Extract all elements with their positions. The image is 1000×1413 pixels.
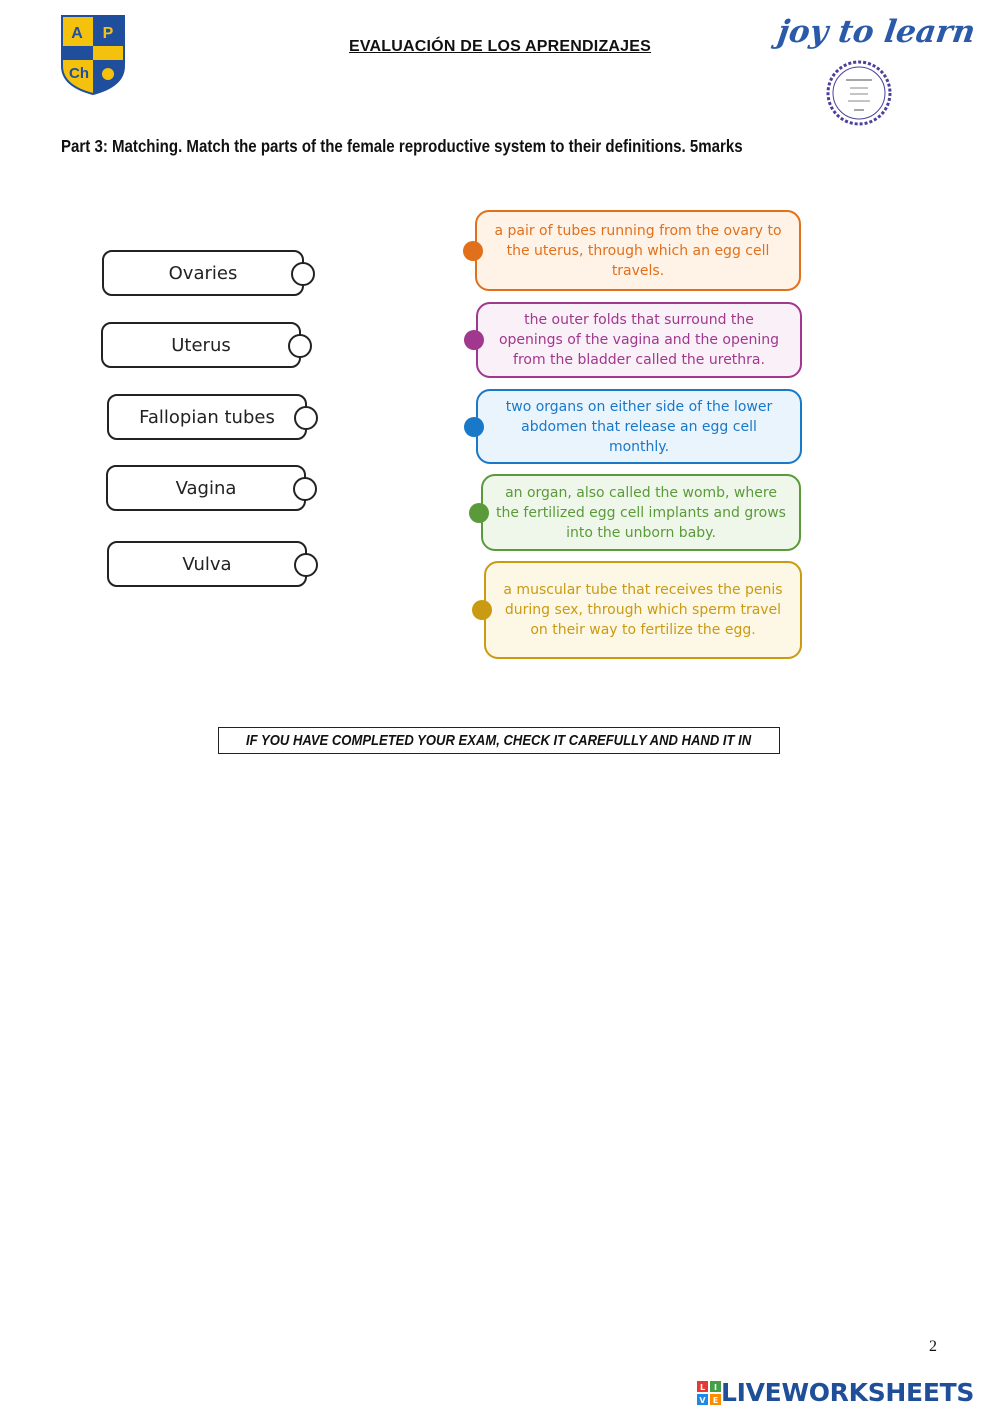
certification-seal-icon: [826, 60, 892, 126]
definition-box-uterus[interactable]: [481, 474, 801, 551]
page-number: 2: [929, 1338, 937, 1355]
definition-text: the outer folds that surround the openings of the vagina and the opening from the bladder called the urethra.: [498, 312, 780, 368]
matching-instructions: Part 3: Matching. Match the parts of the female reproductive system to their definitions. 5marks: [61, 136, 743, 156]
definition-connector-dot[interactable]: [464, 330, 484, 350]
lw-mini-letter: V: [699, 1395, 706, 1405]
definition-connector-dot[interactable]: [472, 600, 492, 620]
term-box-fallopian-tubes[interactable]: [107, 394, 307, 440]
lw-mini-letter: I: [714, 1382, 717, 1392]
lw-mini-letter: E: [712, 1395, 719, 1405]
term-connector-handle[interactable]: [293, 477, 317, 501]
term-label: Vulva: [182, 553, 232, 575]
term-box-ovaries[interactable]: [102, 250, 304, 296]
term-box-uterus[interactable]: [101, 322, 301, 368]
liveworksheets-logo: [697, 1378, 974, 1407]
definition-box-fallopian-tubes[interactable]: [475, 210, 801, 291]
completion-notice: [218, 727, 780, 754]
term-label: Fallopian tubes: [139, 406, 275, 428]
logo-letter-a: A: [71, 25, 83, 42]
lw-mini-letter: L: [699, 1382, 706, 1392]
logo-letters-ch: Ch: [69, 65, 89, 82]
definition-text: a pair of tubes running from the ovary to the uterus, through which an egg cell travels.: [494, 222, 782, 279]
definition-connector-dot[interactable]: [463, 241, 483, 261]
liveworksheets-grid-icon: [697, 1381, 721, 1405]
completion-notice-text: IF YOU HAVE COMPLETED YOUR EXAM, CHECK IT CAREFULLY AND HAND IT IN: [246, 732, 752, 749]
document-title: EVALUACIÓN DE LOS APRENDIZAJES: [348, 38, 652, 55]
term-connector-handle[interactable]: [294, 553, 318, 577]
joy-to-learn-brand: joy to learn: [775, 14, 978, 50]
definition-text: a muscular tube that receives the penis during sex, through which sperm travel on their way to fertilize the egg.: [503, 582, 783, 638]
definition-text: two organs on either side of the lower abdomen that release an egg cell monthly.: [505, 398, 773, 455]
term-label: Uterus: [171, 334, 231, 356]
term-box-vagina[interactable]: [106, 465, 306, 511]
term-connector-handle[interactable]: [291, 262, 315, 286]
term-label: Ovaries: [168, 262, 238, 284]
logo-letter-p: P: [102, 25, 114, 42]
term-connector-handle[interactable]: [294, 406, 318, 430]
term-label: Vagina: [175, 477, 237, 499]
definition-box-ovaries[interactable]: [476, 389, 802, 464]
definition-connector-dot[interactable]: [469, 503, 489, 523]
term-box-vulva[interactable]: [107, 541, 307, 587]
definition-box-vagina[interactable]: [484, 561, 802, 659]
liveworksheets-wordmark: LIVEWORKSHEETS: [721, 1378, 975, 1407]
term-connector-handle[interactable]: [288, 334, 312, 358]
definition-text: an organ, also called the womb, where the fertilized egg cell implants and grows into the unborn baby.: [496, 484, 786, 541]
definition-box-vulva[interactable]: [476, 302, 802, 378]
definition-connector-dot[interactable]: [464, 417, 484, 437]
